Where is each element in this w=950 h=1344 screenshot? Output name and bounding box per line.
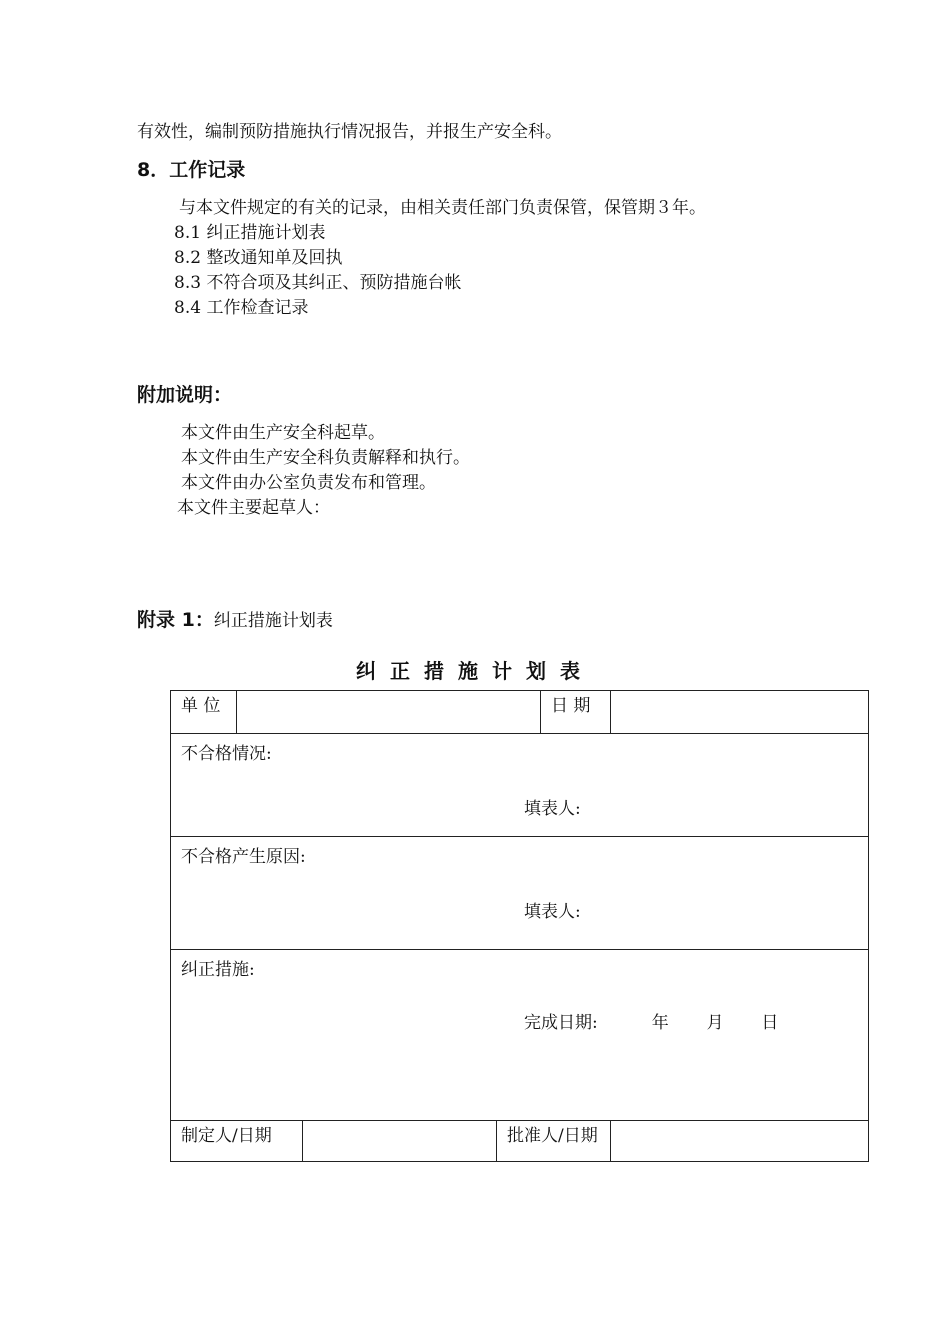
measure-label: 纠正措施: [181,960,255,980]
unit-date-row [171,691,869,734]
note-line: 本文件主要起草人： [177,498,330,518]
appendix-name: 纠正措施计划表 [213,611,333,631]
record-item: 8.1 纠正措施计划表 [174,223,326,243]
appendix-label: 附录 1： [137,609,214,631]
measure-row [171,950,869,1121]
notes-heading: 附加说明： [137,384,233,406]
preparer-label: 制定人/日期 [171,1121,303,1162]
filler-label: 填表人: [524,902,581,922]
approver-label: 批准人/日期 [497,1121,611,1162]
record-item: 8.2 整改通知单及回执 [174,248,343,268]
appendix-heading [137,608,333,632]
preparer-field[interactable] [303,1121,497,1162]
nonconformity-label: 不合格情况: [181,744,272,764]
unit-field[interactable] [237,691,541,734]
section-8-intro: 与本文件规定的有关的记录，由相关责任部门负责保管，保管期３年。 [179,198,706,218]
date-field[interactable] [611,691,869,734]
cause-field[interactable] [171,837,869,950]
nonconformity-field[interactable] [171,734,869,837]
cause-row [171,837,869,950]
note-line: 本文件由生产安全科负责解释和执行。 [181,448,470,468]
note-line: 本文件由生产安全科起草。 [181,423,385,443]
section-8-heading: 8．工作记录 [137,159,246,181]
nonconformity-row [171,734,869,837]
record-item: 8.3 不符合项及其纠正、预防措施台帐 [174,273,462,293]
signoff-row [171,1121,869,1162]
date-label: 日 期 [541,691,611,734]
corrective-action-form [170,690,869,1162]
continuation-text: 有效性，编制预防措施执行情况报告，并报生产安全科。 [137,122,562,142]
cause-label: 不合格产生原因: [181,847,306,867]
form-title: 纠正措施计划表 [356,659,594,683]
approver-field[interactable] [611,1121,869,1162]
note-line: 本文件由办公室负责发布和管理。 [181,473,436,493]
unit-label: 单 位 [171,691,237,734]
completion-date: 完成日期: 年 月 日 [524,1013,779,1033]
record-item: 8.4 工作检查记录 [174,298,309,318]
filler-label: 填表人: [524,799,581,819]
measure-field[interactable] [171,950,869,1121]
